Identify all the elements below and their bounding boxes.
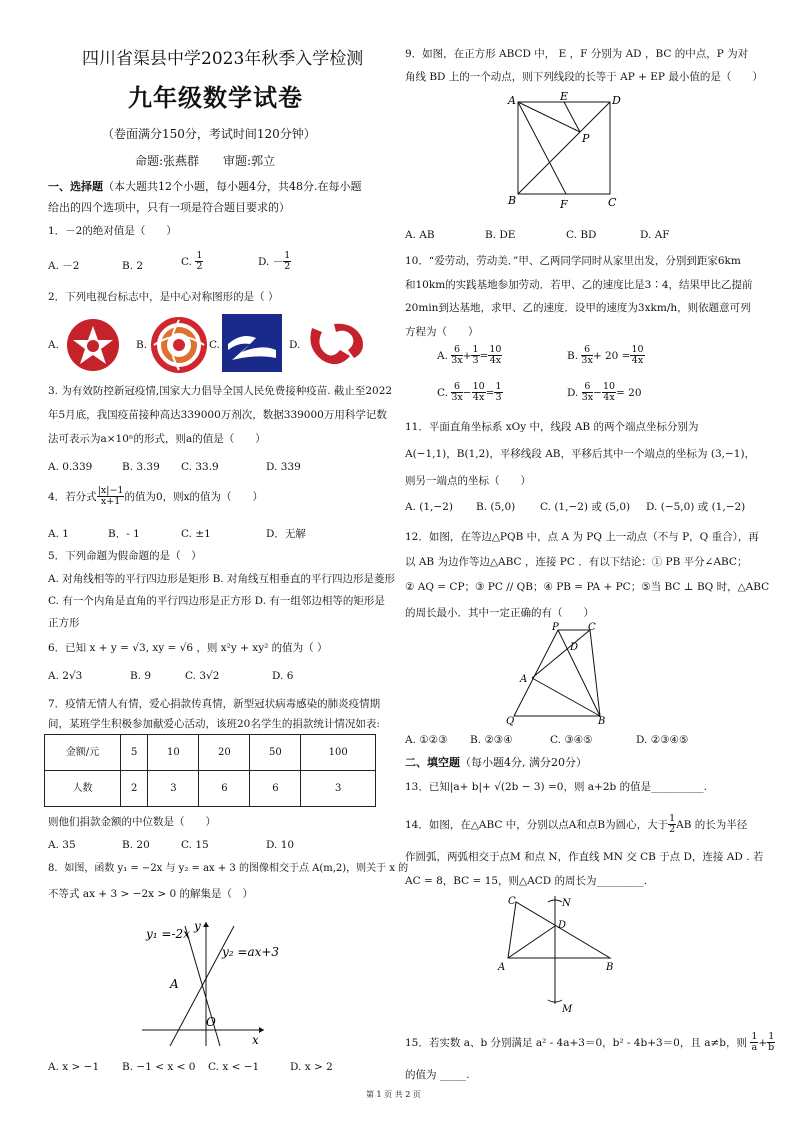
q1-stem: 1．－2的绝对值是（ ） <box>48 225 177 237</box>
q5-stem: 5．下列命题为假命题的是（ ） <box>48 550 202 562</box>
table-cell: 6 <box>250 771 301 807</box>
q9-line2: 角线 BD 上的一个动点，则下列线段的长等于 AP + EP 最小值的是（ ） <box>405 71 763 83</box>
paper-title: 九年级数学试卷 <box>128 83 303 112</box>
q3-option-d: D. 339 <box>266 461 301 473</box>
fig-c-label: C <box>588 622 596 633</box>
q9-option-d: D. AF <box>640 229 670 241</box>
q6-option-b: B. 9 <box>130 670 152 682</box>
q11-option-d: D. (−5,0) 或 (1,−2) <box>646 501 746 513</box>
q11-line3: 则另一端点的坐标（ ） <box>405 475 531 487</box>
cctv-red-star-logo-icon <box>66 318 120 376</box>
q1-option-b: B. 2 <box>122 260 144 272</box>
fig-y2-label: y₂ =ax+3 <box>222 945 280 959</box>
table-cell: 20 <box>199 735 250 771</box>
table-cell: 3 <box>301 771 376 807</box>
fig-b-label: B <box>606 962 614 973</box>
q5-line2: C. 有一个内角是直角的平行四边形是正方形 D. 有一组邻边相等的矩形是 <box>48 595 385 607</box>
q12-option-c: C. ③④⑤ <box>550 734 593 746</box>
q10-option-b: B. $\frac{6}{3x}$ + 20 = $\frac{10}{4x}$ <box>567 344 644 367</box>
q3-option-b: B. 3.39 <box>122 461 160 473</box>
q3-line3: 法可表示为a×10ⁿ的形式，则a的值是（ ） <box>48 433 266 445</box>
spiral-logo-icon <box>152 318 206 376</box>
fig-d-label: D <box>558 920 567 931</box>
table-cell: 10 <box>148 735 199 771</box>
q1-option-d: D. － $\frac{1}{2}$ <box>258 250 291 273</box>
q6-option-c: C. 3√2 <box>185 670 220 682</box>
fig-y-axis-label: y <box>194 919 201 933</box>
q10-line3: 20min到达基地，求甲、乙的速度．设甲的速度为3xkm/h，则依题意可列 <box>405 302 751 314</box>
section2-heading-line <box>405 756 587 771</box>
fig-d-label: D <box>570 642 579 653</box>
fig-e-label: E <box>560 90 569 103</box>
fig-a-label: A <box>498 962 506 973</box>
q14-line2: 作圆弧，两弧相交于点M 和点 N，作直线 MN 交 CB 于点 D，连接 AD . 若 <box>405 851 764 863</box>
q3-line1: 3. 为有效防控新冠疫情,国家大力倡导全国人民免费接种疫苗. 截止至2022 <box>48 385 393 397</box>
q8-line2: 不等式 ax + 3 > −2x > 0 的解集是（ ） <box>48 888 254 900</box>
fig-y1-label: y₁ =-2x <box>146 927 190 941</box>
q12-option-d: D. ②③④⑤ <box>636 734 689 746</box>
q11-option-a: A. (1,−2) <box>405 501 453 513</box>
table-cell: 50 <box>250 735 301 771</box>
q7-option-b: B. 20 <box>122 839 150 851</box>
q7-line1: 7．疫情无情人有情，爱心捐款传真情，新型冠状病毒感染的肺炎疫情期 <box>48 698 381 710</box>
q11-option-b: B. (5,0) <box>476 501 516 513</box>
table-cell: 6 <box>199 771 250 807</box>
authors: 命题:张燕群 审题:郭立 <box>135 154 276 168</box>
q14-figure <box>492 892 622 1016</box>
q5-line1: A. 对角线相等的平行四边形是矩形 B. 对角线互相垂直的平行四边形是菱形 <box>48 573 395 585</box>
red-swirl-logo-icon <box>304 318 366 372</box>
q13-text: 13．已知|a+ b|+ √(2b − 3) =0，则 a+2b 的值是__________. <box>405 781 707 793</box>
q9-option-a: A. AB <box>405 229 435 241</box>
q10-option-a: A. $\frac{6}{3x}$ + $\frac{1}{3}$ = $\frac{10}{4x}$ <box>437 344 502 367</box>
fig-m-label: M <box>562 1004 573 1015</box>
q8-option-d: D. x > 2 <box>290 1061 333 1073</box>
fig-c-label: C <box>508 896 516 907</box>
q3-option-c: C. 33.9 <box>181 461 219 473</box>
q9-figure <box>500 92 630 212</box>
q8-option-b: B. −1 < x < 0 <box>122 1061 196 1073</box>
q2-label-c: C. <box>209 339 220 351</box>
table-cell: 金额/元 <box>45 735 121 771</box>
q8-line1: 8．如图，函数 y₁ = −2x 与 y₂ = ax + 3 的图像相交于点 A(m,2)，则关于 x 的 <box>48 863 409 874</box>
fig-c-label: C <box>608 196 617 209</box>
q15-line1: 15．若实数 a、b 分别满足 a² - 4a+3＝0，b² - 4b+3＝0，且 a≠b，则 $\frac{1}{a}$ + $\frac{1}{b}$ <box>405 1031 775 1054</box>
q12-line4: 的周长最小．其中一定正确的有（ ） <box>405 607 594 619</box>
fig-b-label: B <box>508 194 517 207</box>
q5-line3: 正方形 <box>48 617 80 629</box>
q14-line1: 14．如图，在△ABC 中，分别以点A和点B为圆心，大于 $\frac{1}{2}$ AB 的长为半径 <box>405 813 748 836</box>
q12-line2: 以 AB 为边作等边△ABC ，连接 PC ．有以下结论：① PB 平分∠ABC； <box>405 556 748 568</box>
q6-option-d: D. 6 <box>272 670 294 682</box>
q7-line2: 间，某班学生积极参加献爱心活动，该班20名学生的捐款统计情况如表: <box>48 718 380 730</box>
fig-o-label: O <box>206 1015 216 1029</box>
q4-option-d: D．无解 <box>266 528 306 540</box>
donation-table <box>44 734 376 807</box>
q7-after: 则他们捐款金额的中位数是（ ） <box>48 816 216 828</box>
q12-line3: ② AQ = CP；③ PC // QB；④ PB = PA + PC；⑤当 BC ⊥ BQ 时，△ABC <box>405 581 770 593</box>
q8-figure <box>140 918 280 1048</box>
q7-option-d: D. 10 <box>266 839 295 851</box>
page-footer: 第 1 页 共 2 页 <box>366 1090 421 1099</box>
q3-option-a: A. 0.339 <box>48 461 93 473</box>
table-cell: 5 <box>121 735 148 771</box>
section1-desc2: 给出的四个选项中，只有一项是符合题目要求的） <box>48 201 290 214</box>
q12-option-b: B. ②③④ <box>470 734 513 746</box>
fig-p-label: P <box>552 622 559 633</box>
section1-heading: 一、选择题 <box>48 180 103 193</box>
q4-stem: 4．若分式 $\frac{|x|-1}{x+1}$ 的值为0，则x的值为（ ） <box>48 485 264 508</box>
fig-q-label: Q <box>506 716 515 727</box>
q10-option-c: C. $\frac{6}{3x}$ − $\frac{10}{4x}$ = $\frac{1}{3}$ <box>437 381 502 404</box>
q11-option-c: C. (1,−2) 或 (5,0) <box>540 501 631 513</box>
q10-option-d: D. $\frac{6}{3x}$ − $\frac{10}{4x}$ = 20 <box>567 381 642 404</box>
q15-line2: 的值为 _____. <box>405 1069 470 1081</box>
q6-stem: 6．已知 x + y = √3, xy = √6 ，则 x²y + xy² 的值为（ ） <box>48 642 328 654</box>
table-cell: 100 <box>301 735 376 771</box>
q9-option-c: C. BD <box>566 229 597 241</box>
q3-line2: 年5月底，我国疫苗接种高达339000万剂次，数据339000万用科学记数 <box>48 409 387 421</box>
section1-heading-line <box>48 180 362 195</box>
section1-desc: （本大题共12个小题，每小题4分，共48分.在每小题 <box>103 180 362 193</box>
fig-n-label: N <box>562 898 571 909</box>
table-cell: 人数 <box>45 771 121 807</box>
table-row <box>45 735 376 771</box>
fig-x-axis-label: x <box>252 1033 259 1047</box>
q9-line1: 9．如图，在正方形 ABCD 中， E ，F 分别为 AD ，BC 的中点，P 为对 <box>405 48 749 60</box>
q4-option-c: C. ±1 <box>181 528 211 540</box>
q10-line2: 和10km的实践基地参加劳动．若甲、乙的速度比是3∶4，结果甲比乙提前 <box>405 279 753 291</box>
blue-wave-logo-icon <box>222 314 282 376</box>
q8-option-a: A. x > −1 <box>48 1061 100 1073</box>
q10-line1: 10．“爱劳动，劳动美．”甲、乙两同学同时从家里出发，分别到距家6km <box>405 255 741 267</box>
fig-p-label: P <box>582 132 590 145</box>
q2-label-b: B. <box>136 339 148 351</box>
q6-option-a: A. 2√3 <box>48 670 83 682</box>
q11-line2: A(−1,1)，B(1,2)，平移线段 AB，平移后其中一个端点的坐标为 (3,−1)， <box>405 448 756 460</box>
section2-heading: 二、填空题 <box>405 756 460 769</box>
fig-a-label: A <box>508 94 516 107</box>
q10-line4: 方程为（ ） <box>405 326 479 338</box>
q7-option-a: A. 35 <box>48 839 76 851</box>
q2-label-a: A. <box>48 339 59 351</box>
q8-option-c: C. x < −1 <box>208 1061 260 1073</box>
exam-note: （卷面满分150分，考试时间120分钟） <box>102 127 316 141</box>
q2-label-d: D. <box>289 339 301 351</box>
q12-figure <box>500 622 620 726</box>
q4-option-a: A. 1 <box>48 528 69 540</box>
q12-option-a: A. ①②③ <box>405 734 448 746</box>
fig-a-label: A <box>520 674 528 685</box>
table-cell: 2 <box>121 771 148 807</box>
q1-option-c: C. $\frac{1}{2}$ <box>181 250 203 273</box>
q7-option-c: C. 15 <box>181 839 209 851</box>
table-row <box>45 771 376 807</box>
q12-line1: 12．如图，在等边△PQB 中，点 A 为 PQ 上一动点（不与 P，Q 重合），再 <box>405 531 759 543</box>
q4-option-b: B．- 1 <box>108 528 140 540</box>
fig-b-label: B <box>598 716 606 727</box>
fig-f-label: F <box>560 198 568 211</box>
q11-line1: 11．平面直角坐标系 xOy 中，线段 AB 的两个端点坐标分别为 <box>405 421 699 433</box>
fig-d-label: D <box>612 94 621 107</box>
fig-a-label: A <box>170 977 179 991</box>
q9-option-b: B. DE <box>485 229 516 241</box>
school-title: 四川省渠县中学2023年秋季入学检测 <box>82 49 364 69</box>
section2-desc: （每小题4分, 满分20分） <box>460 756 587 769</box>
q14-line3: AC = 8，BC = 15，则△ACD 的周长为_________. <box>405 875 648 887</box>
q1-option-a: A. －2 <box>48 260 80 272</box>
table-cell: 3 <box>148 771 199 807</box>
q2-stem: 2．下列电视台标志中，是中心对称图形的是（ ） <box>48 291 279 303</box>
